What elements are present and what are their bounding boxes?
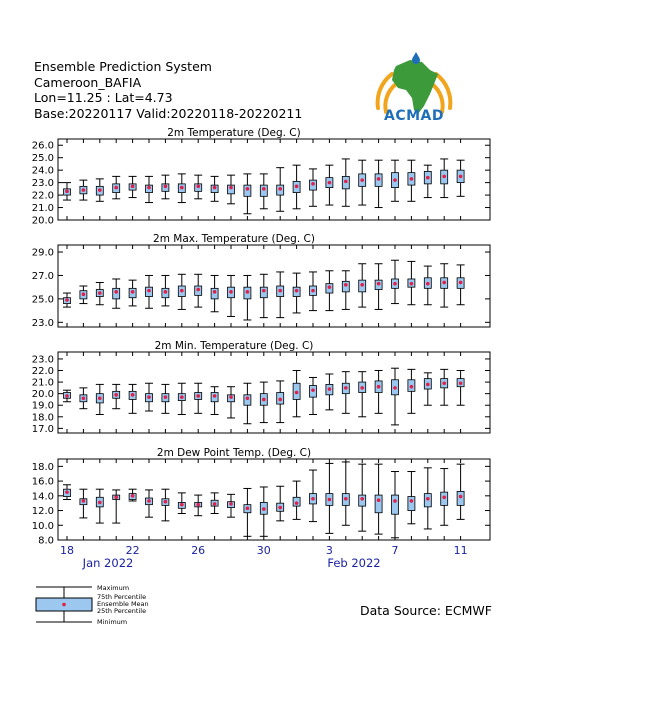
- coordinates: Lon=11.25 : Lat=4.73: [34, 90, 173, 105]
- y-tick-label: 14.0: [31, 491, 54, 503]
- box-day-10: [440, 264, 448, 307]
- x-tick-label: 3: [325, 544, 333, 557]
- mean-point: [360, 178, 364, 182]
- mean-point: [344, 386, 348, 390]
- box-day-25: [178, 274, 186, 309]
- mean-point: [278, 187, 282, 191]
- y-tick-label: 16.0: [31, 476, 54, 488]
- mean-point: [344, 283, 348, 287]
- box-day-30: [260, 274, 268, 317]
- mean-point: [180, 289, 184, 293]
- mean-point: [360, 386, 364, 390]
- iqr-box: [408, 497, 415, 511]
- y-tick-label: 19.0: [31, 400, 54, 412]
- mean-point: [311, 289, 315, 293]
- box-day-31: [276, 272, 284, 318]
- box-day-25: [178, 174, 186, 203]
- mean-point: [98, 501, 102, 505]
- mean-point: [295, 391, 299, 395]
- mean-point: [344, 180, 348, 184]
- box-day-22: [129, 176, 137, 197]
- mean-point: [393, 178, 397, 182]
- mean-point: [246, 396, 250, 400]
- chart-panel-1: [32, 127, 490, 227]
- mean-point: [114, 290, 118, 294]
- mean-point: [196, 394, 200, 398]
- box-day-21: [112, 490, 120, 523]
- mean-point: [65, 190, 69, 194]
- mean-point: [164, 500, 168, 504]
- y-tick-label: 24.0: [31, 165, 54, 177]
- mean-point: [328, 498, 332, 502]
- box-day-22: [129, 384, 137, 413]
- mean-point: [278, 398, 282, 402]
- box-day-9: [424, 468, 432, 529]
- mean-point: [246, 507, 250, 511]
- mean-point: [262, 289, 266, 293]
- mean-point: [426, 383, 430, 387]
- mean-point: [114, 495, 118, 499]
- legend-label-p25: 25th Percentile: [97, 607, 147, 615]
- box-day-2: [309, 470, 317, 522]
- iqr-box: [457, 491, 464, 505]
- legend-label-p75: 75th Percentile: [97, 593, 147, 601]
- mean-point: [98, 291, 102, 295]
- mean-point: [213, 186, 217, 190]
- box-day-28: [227, 275, 235, 316]
- box-day-1: [293, 481, 301, 519]
- iqr-box: [244, 185, 251, 196]
- box-day-9: [424, 266, 432, 305]
- mean-point: [442, 175, 446, 179]
- box-day-3: [325, 271, 333, 311]
- box-day-28: [227, 387, 235, 418]
- y-tick-label: 23.0: [31, 354, 54, 366]
- x-tick-label: 7: [391, 544, 399, 557]
- mean-point: [426, 282, 430, 286]
- x-month-label: Jan 2022: [82, 556, 134, 570]
- mean-point: [377, 177, 381, 181]
- chart-panel-4: [32, 447, 490, 547]
- box-day-26: [194, 495, 202, 516]
- mean-point: [65, 298, 69, 302]
- mean-point: [114, 393, 118, 397]
- mean-point: [311, 388, 315, 392]
- y-tick-label: 8.0: [38, 535, 54, 547]
- box-day-1: [293, 273, 301, 313]
- y-tick-label: 22.0: [31, 190, 54, 202]
- box-day-18: [63, 293, 71, 307]
- box-day-27: [211, 387, 219, 415]
- box-day-2: [309, 272, 317, 311]
- x-tick-label: 18: [60, 544, 74, 557]
- mean-point: [262, 507, 266, 511]
- mean-point: [328, 181, 332, 185]
- box-day-22: [129, 489, 137, 501]
- mean-point: [114, 186, 118, 190]
- mean-point: [377, 282, 381, 286]
- y-tick-label: 12.0: [31, 506, 54, 518]
- mean-point: [229, 502, 233, 506]
- box-day-21: [112, 384, 120, 408]
- mean-point: [410, 177, 414, 181]
- box-day-4: [342, 271, 350, 310]
- box-day-9: [424, 165, 432, 197]
- y-tick-label: 18.0: [31, 412, 54, 424]
- mean-point: [393, 282, 397, 286]
- mean-point: [393, 386, 397, 390]
- mean-point: [213, 502, 217, 506]
- acmad-logo-text: ACMAD: [384, 108, 444, 124]
- box-day-26: [194, 175, 202, 199]
- data-source: Data Source: ECMWF: [360, 603, 492, 618]
- mean-point: [196, 288, 200, 292]
- legend-label-mean: Ensemble Mean: [97, 600, 149, 608]
- mean-point: [278, 289, 282, 293]
- box-day-7: [391, 160, 399, 201]
- mean-point: [459, 281, 463, 285]
- box-day-6: [375, 464, 383, 534]
- mean-point: [442, 281, 446, 285]
- box-day-26: [194, 274, 202, 307]
- box-day-11: [457, 160, 465, 196]
- mean-point: [180, 395, 184, 399]
- iqr-box: [260, 185, 267, 196]
- box-day-10: [440, 469, 448, 526]
- mean-point: [344, 497, 348, 501]
- box-day-20: [96, 282, 104, 304]
- box-day-8: [407, 160, 415, 201]
- mean-point: [131, 185, 135, 189]
- box-day-8: [407, 472, 415, 524]
- legend: [36, 584, 149, 626]
- iqr-box: [392, 495, 399, 514]
- box-day-21: [112, 176, 120, 198]
- chart-panel-2: [32, 233, 490, 329]
- box-day-21: [112, 279, 120, 308]
- chart-title: 2m Min. Temperature (Deg. C): [154, 340, 314, 352]
- y-tick-label: 23.0: [31, 178, 54, 190]
- mean-point: [196, 503, 200, 507]
- box-day-24: [161, 384, 169, 413]
- iqr-box: [375, 495, 382, 513]
- box-day-29: [243, 383, 251, 424]
- mean-point: [147, 289, 151, 293]
- y-tick-label: 22.0: [31, 366, 54, 378]
- mean-point: [147, 186, 151, 190]
- mean-point: [164, 185, 168, 189]
- box-day-27: [211, 493, 219, 514]
- box-day-23: [145, 176, 153, 202]
- y-tick-label: 29.0: [31, 247, 54, 259]
- mean-point: [246, 290, 250, 294]
- x-tick-label: 26: [191, 544, 206, 557]
- mean-point: [213, 290, 217, 294]
- box-day-3: [325, 165, 333, 205]
- mean-point: [377, 385, 381, 389]
- box-day-31: [276, 486, 284, 521]
- mean-point: [147, 499, 151, 503]
- box-day-2: [309, 377, 317, 414]
- box-day-25: [178, 383, 186, 414]
- box-day-19: [79, 286, 87, 304]
- mean-point: [442, 381, 446, 385]
- y-tick-label: 10.0: [31, 520, 54, 532]
- box-day-5: [358, 464, 366, 531]
- box-day-4: [342, 159, 350, 206]
- mean-point: [459, 381, 463, 385]
- mean-point: [262, 398, 266, 402]
- mean-point: [295, 289, 299, 293]
- mean-point: [410, 499, 414, 503]
- box-day-26: [194, 383, 202, 413]
- chart-panel-3: [32, 340, 490, 435]
- mean-point: [229, 395, 233, 399]
- y-tick-label: 20.0: [31, 389, 54, 401]
- box-day-11: [457, 464, 465, 519]
- mean-point: [131, 290, 135, 294]
- box-day-31: [276, 168, 284, 212]
- box-day-2: [309, 169, 317, 206]
- box-day-8: [407, 369, 415, 413]
- box-day-27: [211, 176, 219, 201]
- y-tick-label: 17.0: [31, 423, 54, 435]
- mean-point: [131, 494, 135, 498]
- y-tick-label: 26.0: [31, 140, 54, 152]
- mean-point: [229, 290, 233, 294]
- mean-point: [426, 497, 430, 501]
- box-day-30: [260, 382, 268, 423]
- box-day-1: [293, 371, 301, 417]
- mean-point: [65, 490, 69, 494]
- mean-point: [98, 188, 102, 192]
- box-day-23: [145, 275, 153, 308]
- chart-title: 2m Temperature (Deg. C): [167, 127, 301, 139]
- box-day-30: [260, 487, 268, 536]
- x-tick-label: 11: [453, 544, 468, 557]
- legend-label-min: Minimum: [97, 618, 128, 626]
- mean-point: [82, 292, 86, 296]
- box-day-20: [96, 179, 104, 201]
- box-day-20: [96, 384, 104, 414]
- x-month-label: Feb 2022: [327, 556, 381, 570]
- box-day-11: [457, 265, 465, 305]
- x-tick-label: 22: [125, 544, 140, 557]
- mean-point: [410, 282, 414, 286]
- box-day-18: [63, 485, 71, 500]
- legend-mean-point: [62, 603, 66, 607]
- chart-title: 2m Max. Temperature (Deg. C): [153, 233, 315, 245]
- box-day-25: [178, 493, 186, 514]
- y-tick-label: 21.0: [31, 203, 54, 215]
- legend-label-max: Maximum: [97, 584, 130, 592]
- mean-point: [213, 394, 217, 398]
- box-day-10: [440, 369, 448, 405]
- box-day-22: [129, 280, 137, 306]
- box-day-23: [145, 383, 153, 411]
- box-day-3: [325, 463, 333, 533]
- mean-point: [328, 285, 332, 289]
- x-tick-label: 30: [256, 544, 271, 557]
- mean-point: [82, 188, 86, 192]
- mean-point: [426, 176, 430, 180]
- box-day-29: [243, 275, 251, 320]
- iqr-box: [359, 495, 366, 506]
- box-day-10: [440, 159, 448, 198]
- mean-point: [164, 395, 168, 399]
- box-day-6: [375, 264, 383, 310]
- mean-point: [229, 186, 233, 190]
- mean-point: [180, 186, 184, 190]
- box-day-5: [358, 264, 366, 307]
- box-day-28: [227, 175, 235, 204]
- box-day-5: [358, 160, 366, 205]
- box-day-4: [342, 462, 350, 525]
- box-day-18: [63, 183, 71, 200]
- mean-point: [393, 499, 397, 503]
- box-day-4: [342, 372, 350, 414]
- mean-point: [360, 283, 364, 287]
- box-day-29: [243, 174, 251, 214]
- box-day-28: [227, 494, 235, 517]
- box-day-31: [276, 381, 284, 423]
- mean-point: [328, 387, 332, 391]
- chart-title: 2m Dew Point Temp. (Deg. C): [156, 447, 312, 459]
- mean-point: [246, 187, 250, 191]
- box-day-5: [358, 372, 366, 417]
- plot-frame: [58, 352, 490, 433]
- box-day-6: [375, 371, 383, 414]
- mean-point: [196, 185, 200, 189]
- mean-point: [98, 396, 102, 400]
- mean-point: [131, 393, 135, 397]
- box-day-1: [293, 165, 301, 209]
- box-day-7: [391, 472, 399, 538]
- box-day-24: [161, 175, 169, 199]
- mean-point: [147, 395, 151, 399]
- mean-point: [377, 498, 381, 502]
- mean-point: [459, 175, 463, 179]
- box-day-27: [211, 275, 219, 311]
- mean-point: [311, 182, 315, 186]
- mean-point: [164, 290, 168, 294]
- mean-point: [360, 497, 364, 501]
- box-day-18: [63, 390, 71, 402]
- system-title: Ensemble Prediction System: [34, 59, 212, 74]
- y-tick-label: 20.0: [31, 215, 54, 227]
- mean-point: [459, 495, 463, 499]
- mean-point: [295, 501, 299, 505]
- box-day-24: [161, 275, 169, 305]
- mean-point: [442, 495, 446, 499]
- base-valid-dates: Base:20220117 Valid:20220118-20220211: [34, 105, 303, 121]
- mean-point: [65, 394, 69, 398]
- box-day-30: [260, 174, 268, 209]
- box-day-7: [391, 260, 399, 303]
- mean-point: [82, 499, 86, 503]
- box-day-29: [243, 488, 251, 536]
- box-day-19: [79, 388, 87, 409]
- y-tick-label: 21.0: [31, 377, 54, 389]
- y-tick-label: 23.0: [31, 317, 54, 329]
- box-day-19: [79, 489, 87, 518]
- box-day-23: [145, 490, 153, 517]
- mean-point: [311, 497, 315, 501]
- box-day-7: [391, 368, 399, 425]
- mean-point: [82, 396, 86, 400]
- mean-point: [295, 185, 299, 189]
- box-day-11: [457, 371, 465, 406]
- y-tick-label: 18.0: [31, 461, 54, 473]
- mean-point: [180, 503, 184, 507]
- box-day-6: [375, 160, 383, 207]
- mean-point: [262, 187, 266, 191]
- box-day-3: [325, 374, 333, 410]
- box-day-20: [96, 489, 104, 523]
- y-tick-label: 25.0: [31, 153, 54, 165]
- location-name: Cameroon_BAFIA: [34, 74, 142, 90]
- y-tick-label: 25.0: [31, 294, 54, 306]
- box-day-9: [424, 373, 432, 405]
- mean-point: [410, 385, 414, 389]
- mean-point: [278, 506, 282, 510]
- y-tick-label: 27.0: [31, 270, 54, 282]
- box-day-8: [407, 261, 415, 304]
- box-day-24: [161, 489, 169, 521]
- box-day-19: [79, 180, 87, 200]
